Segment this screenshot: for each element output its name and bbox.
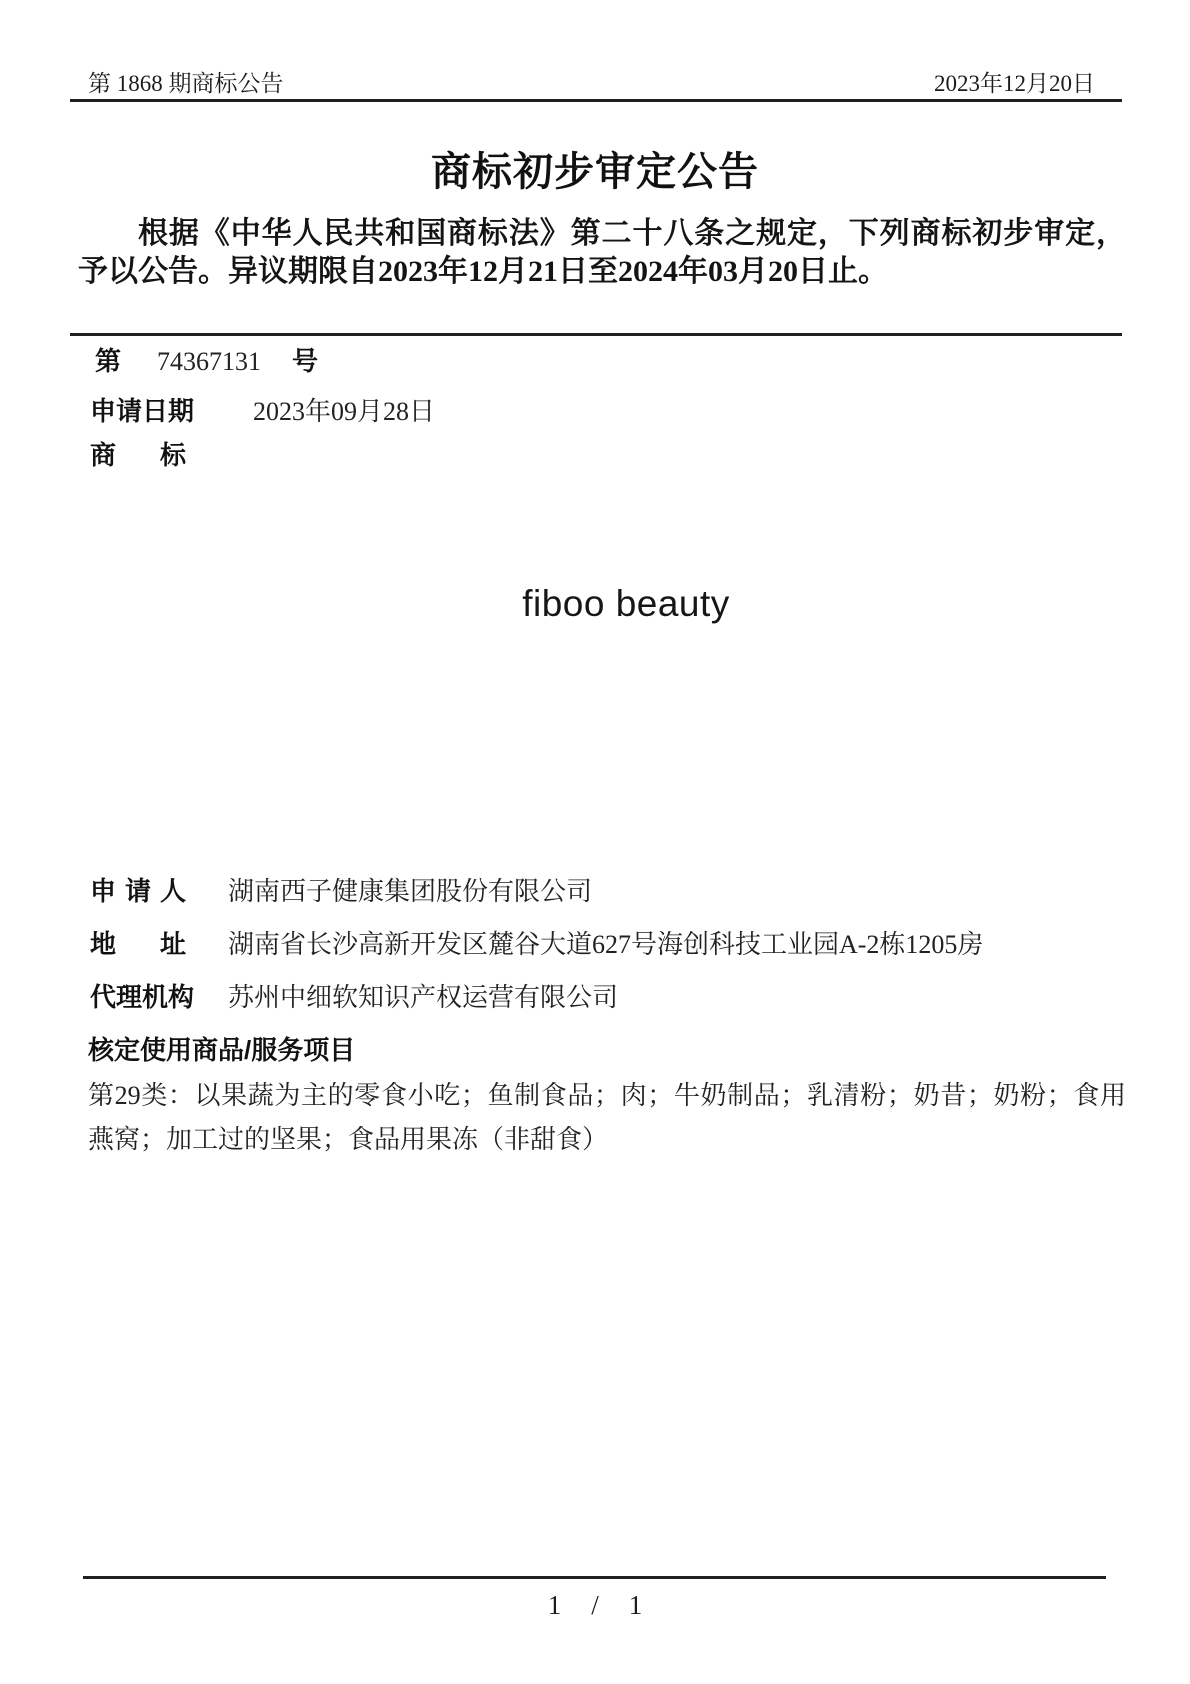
application-date-row xyxy=(90,396,1124,427)
registration-number-suffix: 号 xyxy=(292,346,319,376)
application-date-label: 申请日期 xyxy=(90,396,195,426)
applicant-value: 湖南西子健康集团股份有限公司 xyxy=(228,877,593,906)
application-date-value: 2023年09月28日 xyxy=(253,397,436,426)
goods-services-description: 第29类：以果蔬为主的零食小吃；鱼制食品；肉；牛奶制品；乳清粉；奶昔；奶粉；食用燕窝；加工过的坚果；食品用果冻（非甜食） xyxy=(88,1081,1126,1154)
footer-divider xyxy=(83,1576,1106,1579)
document-title: 商标初步审定公告 xyxy=(431,149,759,194)
page-number xyxy=(0,1590,1190,1621)
registration-number-row xyxy=(90,346,1124,377)
agency-label: 代理机构 xyxy=(90,982,195,1012)
applicant-row xyxy=(90,876,1124,907)
header-divider xyxy=(70,99,1122,102)
trademark-label-row xyxy=(90,440,1124,471)
page-number-separator: / xyxy=(591,1590,599,1620)
current-page-number: 1 xyxy=(547,1590,562,1620)
registration-number-value: 74367131 xyxy=(157,347,262,376)
trademark-wordmark: fiboo beauty xyxy=(522,583,730,624)
address-value: 湖南省长沙高新开发区麓谷大道627号海创科技工业园A-2栋1205房 xyxy=(228,930,984,959)
registration-number-prefix: 第 xyxy=(95,346,122,376)
trademark-specimen-area xyxy=(88,470,1122,870)
address-label: 地址 xyxy=(90,929,186,959)
section-divider xyxy=(70,333,1122,336)
applicant-label: 申请人 xyxy=(90,876,186,906)
gazette-date-label: 2023年12月20日 xyxy=(934,71,1095,96)
gazette-issue-label: 第 1868 期商标公告 xyxy=(88,71,284,96)
total-page-number: 1 xyxy=(628,1590,643,1620)
announcement-intro: 根据《中华人民共和国商标法》第二十八条之规定，下列商标初步审定，予以公告。异议期限自2023年12月21日至2024年03月20日止。 xyxy=(78,217,1126,288)
page-header xyxy=(88,70,1095,98)
agency-row xyxy=(90,982,1124,1013)
agency-value: 苏州中细软知识产权运营有限公司 xyxy=(228,983,619,1012)
trademark-label: 商标 xyxy=(90,440,186,470)
address-row xyxy=(90,929,1124,960)
goods-services-heading: 核定使用商品/服务项目 xyxy=(88,1035,356,1065)
